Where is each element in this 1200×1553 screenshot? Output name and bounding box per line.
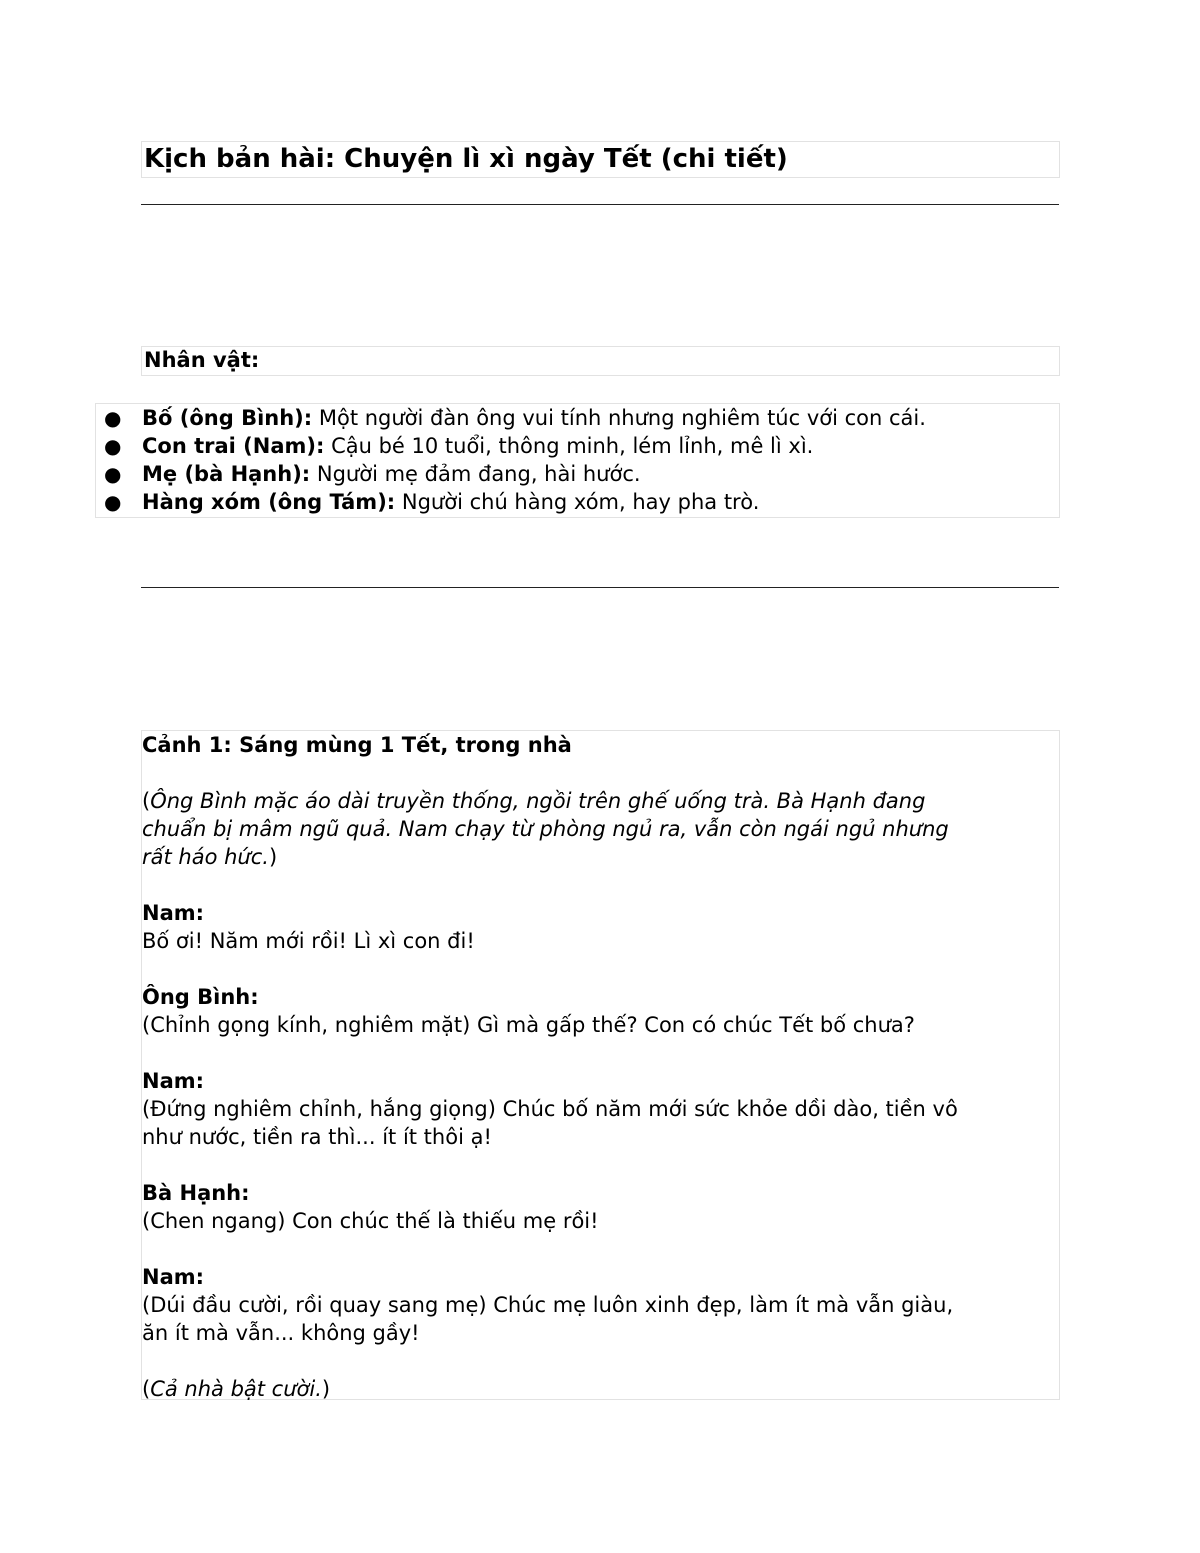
speaker-name: Bà Hạnh: [142,1181,250,1205]
dialogue-line: (Đứng nghiêm chỉnh, hắng giọng) Chúc bố năm mới sức khỏe dồi dào, tiền vô [142,1097,958,1121]
dialogue-line: (Chen ngang) Con chúc thế là thiếu mẹ rồi! [142,1209,599,1233]
characters-heading: Nhân vật: [144,348,260,372]
horizontal-rule [141,587,1059,588]
character-description: Một người đàn ông vui tính nhưng nghiêm túc với con cái. [312,406,926,430]
speaker-name: Ông Bình: [142,985,259,1009]
character-name: Bố (ông Bình): [142,406,313,430]
bullet-icon: ● [104,434,122,458]
speaker-name: Nam: [142,901,205,925]
characters-heading-frame [141,346,1060,376]
dialogue-line: (Dúi đầu cười, rồi quay sang mẹ) Chúc mẹ luôn xinh đẹp, làm ít mà vẫn giàu, [142,1293,954,1317]
stage-direction-line: rất háo hức.) [142,845,278,869]
dialogue-line: ăn ít mà vẫn... không gầy! [142,1321,420,1345]
list-item [100,432,926,460]
list-item [100,404,926,432]
bullet-icon: ● [104,462,122,486]
bullet-icon: ● [104,406,122,430]
closing-stage-direction: (Cả nhà bật cười.) [142,1377,331,1401]
character-name: Mẹ (bà Hạnh): [142,462,311,486]
stage-direction-line: chuẩn bị mâm ngũ quả. Nam chạy từ phòng ngủ ra, vẫn còn ngái ngủ nhưng [142,817,949,841]
characters-list [100,404,926,516]
dialogue-line: Bố ơi! Năm mới rồi! Lì xì con đi! [142,929,475,953]
dialogue-line: (Chỉnh gọng kính, nghiêm mặt) Gì mà gấp thế? Con có chúc Tết bố chưa? [142,1013,915,1037]
dialogue-line: như nước, tiền ra thì... ít ít thôi ạ! [142,1125,492,1149]
character-description: Cậu bé 10 tuổi, thông minh, lém lỉnh, mê lì xì. [324,434,814,458]
scene-title: Cảnh 1: Sáng mùng 1 Tết, trong nhà [142,733,572,757]
list-item [100,460,926,488]
character-description: Người chú hàng xóm, hay pha trò. [395,490,760,514]
horizontal-rule [141,204,1059,205]
list-item [100,488,926,516]
bullet-icon: ● [104,490,122,514]
character-name: Con trai (Nam): [142,434,325,458]
stage-direction: (Ông Bình mặc áo dài truyền thống, ngồi trên ghế uống trà. Bà Hạnh đang [142,789,926,813]
character-description: Người mẹ đảm đang, hài hước. [310,462,641,486]
speaker-name: Nam: [142,1069,205,1093]
speaker-name: Nam: [142,1265,205,1289]
document-title: Kịch bản hài: Chuyện lì xì ngày Tết (chi tiết) [144,144,788,174]
character-name: Hàng xóm (ông Tám): [142,490,396,514]
scene-1 [142,731,1058,1403]
